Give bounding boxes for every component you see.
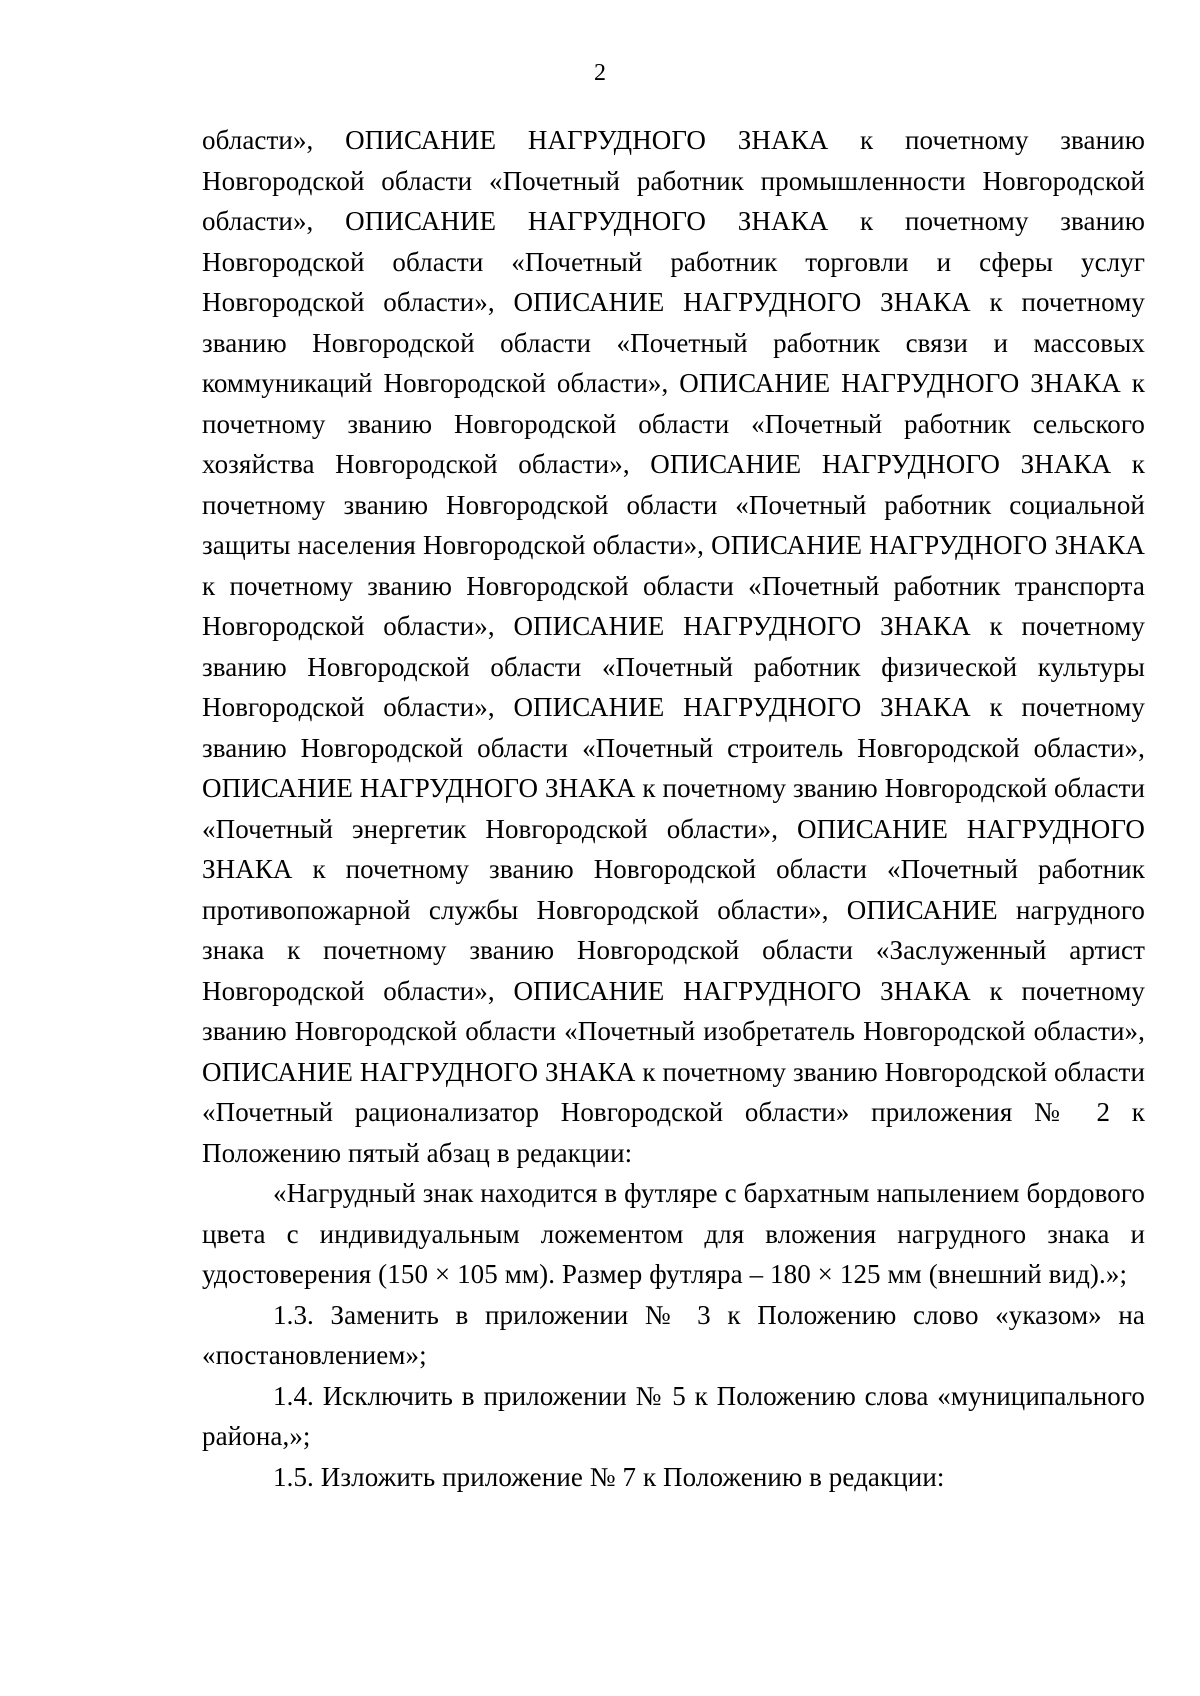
paragraph-case-description: «Нагрудный знак находится в футляре с бархатным напылением бордового цвета с индивидуальным ложементом для вложения нагрудного знака и удостоверения (150 × 105 мм). Размер футляра – 180 × 125 мм (внешний вид).»; xyxy=(202,1178,1145,1289)
paragraph-item-1-5: 1.5. Изложить приложение № 7 к Положению в редакции: xyxy=(273,1461,945,1492)
document-body xyxy=(202,120,1145,1497)
paragraph-item-1-3: 1.3. Заменить в приложении № 3 к Положению слово «указом» на «постановлением»; xyxy=(202,1299,1145,1370)
paragraph-item-1-4: 1.4. Исключить в приложении № 5 к Положению слова «муниципального района,»; xyxy=(202,1380,1145,1451)
paragraph-badge-descriptions: области», ОПИСАНИЕ НАГРУДНОГО ЗНАКА к почетному званию Новгородской области «Почетный работник промышленности Новгородской области», ОПИСАНИЕ НАГРУДНОГО ЗНАКА к почетному званию Новгородской области «Почетный работник торговли и сферы услуг Новгородской области», ОПИСАНИЕ НАГРУДНОГО ЗНАКА к почетному званию Новгородской области «Почетный работник связи и массовых коммуникаций Новгородской области», ОПИСАНИЕ НАГРУДНОГО ЗНАКА к почетному званию Новгородской области «Почетный работник сельского хозяйства Новгородской области», ОПИСАНИЕ НАГРУДНОГО ЗНАКА к почетному званию Новгородской области «Почетный работник социальной защиты населения Новгородской области», ОПИСАНИЕ НАГРУДНОГО ЗНАКА к почетному званию Новгородской области «Почетный работник транспорта Новгородской области», ОПИСАНИЕ НАГРУДНОГО ЗНАКА к почетному званию Новгородской области «Почетный работник физической культуры Новгородской области», ОПИСАНИЕ НАГРУДНОГО ЗНАКА к почетному званию Новгородской области «Почетный строитель Новгородской области», ОПИСАНИЕ НАГРУДНОГО ЗНАКА к почетному званию Новгородской области «Почетный энергетик Новгородской области», ОПИСАНИЕ НАГРУДНОГО ЗНАКА к почетному званию Новгородской области «Почетный работник противопожарной службы Новгородской области», ОПИСАНИЕ нагрудного знака к почетному званию Новгородской области «Заслуженный артист Новгородской области», ОПИСАНИЕ НАГРУДНОГО ЗНАКА к почетному званию Новгородской области «Почетный изобретатель Новгородской области», ОПИСАНИЕ НАГРУДНОГО ЗНАКА к почетному званию Новгородской области «Почетный рационализатор Новгородской области» приложения № 2 к Положению пятый абзац в редакции: xyxy=(202,125,1145,1168)
page-number: 2 xyxy=(594,60,606,86)
